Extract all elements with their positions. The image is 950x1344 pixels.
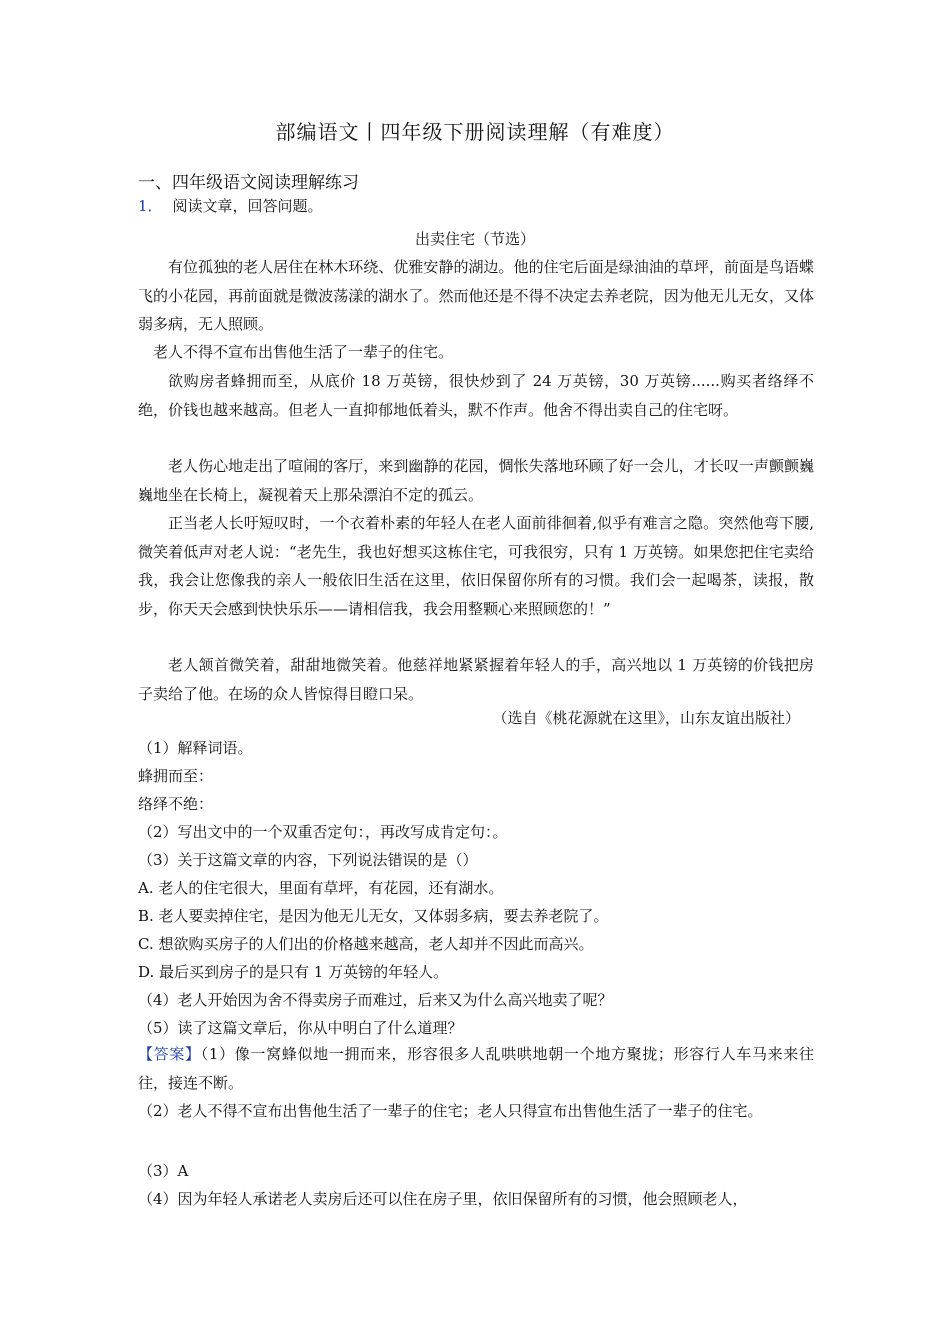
question-1 [138,195,323,216]
answer-1-text: （1）像一窝蜂似地一拥而来，形容很多人乱哄哄地朝一个地方聚拢；形容行人车马来来往往，接连不断。 [138,1045,814,1092]
document-title: 部编语文丨四年级下册阅读理解（有难度） [275,120,675,144]
answer-3: （3）A [138,1162,189,1180]
sub-question: （4）老人开始因为舍不得卖房子而难过，后来又为什么高兴地卖了呢？ [138,991,613,1009]
article-paragraph: 欲购房者蜂拥而至，从底价 18 万英镑，很快炒到了 24 万英镑，30 万英镑......购买者络绎不绝，价钱也越来越高。但老人一直抑郁地低着头，默不作声。他舍不得出卖自己的住宅呀。 [138,372,814,419]
term-line: 络绎不绝： [138,795,214,813]
sub-question: （3）关于这篇文章的内容，下列说法错误的是（） [138,851,478,869]
article-paragraph: 老人不得不宣布出售他生活了一辈子的住宅。 [153,343,454,361]
sub-question: （1）解释词语。 [138,739,253,757]
article-title: 出卖住宅（节选） [414,230,535,248]
question-number: 1． [138,197,163,215]
sub-question: （2）写出文中的一个双重否定句：，再改写成肯定句：。 [138,823,508,841]
article-paragraph: 老人伤心地走出了喧闹的客厅，来到幽静的花园，惆怅失落地环顾了好一会儿，才长叹一声颤颤巍巍地坐在长椅上，凝视着天上那朵漂泊不定的孤云。 [138,457,814,504]
article-paragraph: 老人颔首微笑着，甜甜地微笑着。他慈祥地紧紧握着年轻人的手，高兴地以 1 万英镑的价钱把房子卖给了他。在场的众人皆惊得目瞪口呆。 [138,656,814,703]
option-d: D. 最后买到房子的是只有 1 万英镑的年轻人。 [138,963,449,981]
answer-tag: 【答案】 [138,1045,201,1063]
section-heading: 一、四年级语文阅读理解练习 [138,173,359,193]
article-paragraph: 正当老人长吁短叹时，一个衣着朴素的年轻人在老人面前徘徊着,似乎有难言之隐。突然他弯下腰,微笑着低声对老人说：“老先生，我也好想买这栋住宅，可我很穷，只有 1 万英镑。如果您把住宅卖给我，我会让您像我的亲人一般依旧生活在这里，依旧保留你所有的习惯。我们会一起喝茶，读报，散步，你天天会感到快快乐乐——请相信我，我会用整颗心来照顾您的！” [138,514,814,618]
article-paragraph: 有位孤独的老人居住在林木环绕、优雅安静的湖边。他的住宅后面是绿油油的草坪，前面是鸟语蝶飞的小花园，再前面就是微波荡漾的湖水了。然而他还是不得不决定去养老院，因为他无儿无女，又体弱多病，无人照顾。 [138,258,814,333]
sub-question: （5）读了这篇文章后，你从中明白了什么道理？ [138,1019,463,1037]
option-c: C. 想欲购买房子的人们出的价格越来越高，老人却并不因此而高兴。 [138,935,594,953]
answer-1 [138,1040,814,1097]
term-line: 蜂拥而至： [138,767,214,785]
question-instruction: 阅读文章，回答问题。 [172,197,323,215]
answer-2: （2）老人不得不宣布出售他生活了一辈子的住宅；老人只得宣布出售他生活了一辈子的住宅。 [138,1102,763,1120]
answer-4: （4）因为年轻人承诺老人卖房后还可以住在房子里，依旧保留所有的习惯，他会照顾老人， [138,1190,748,1208]
option-b: B. 老人要卖掉住宅，是因为他无儿无女，又体弱多病，要去养老院了。 [138,907,609,925]
article-source: （选自《桃花源就在这里》，山东友谊出版社） [492,709,800,727]
option-a: A. 老人的住宅很大，里面有草坪，有花园，还有湖水。 [138,879,504,897]
